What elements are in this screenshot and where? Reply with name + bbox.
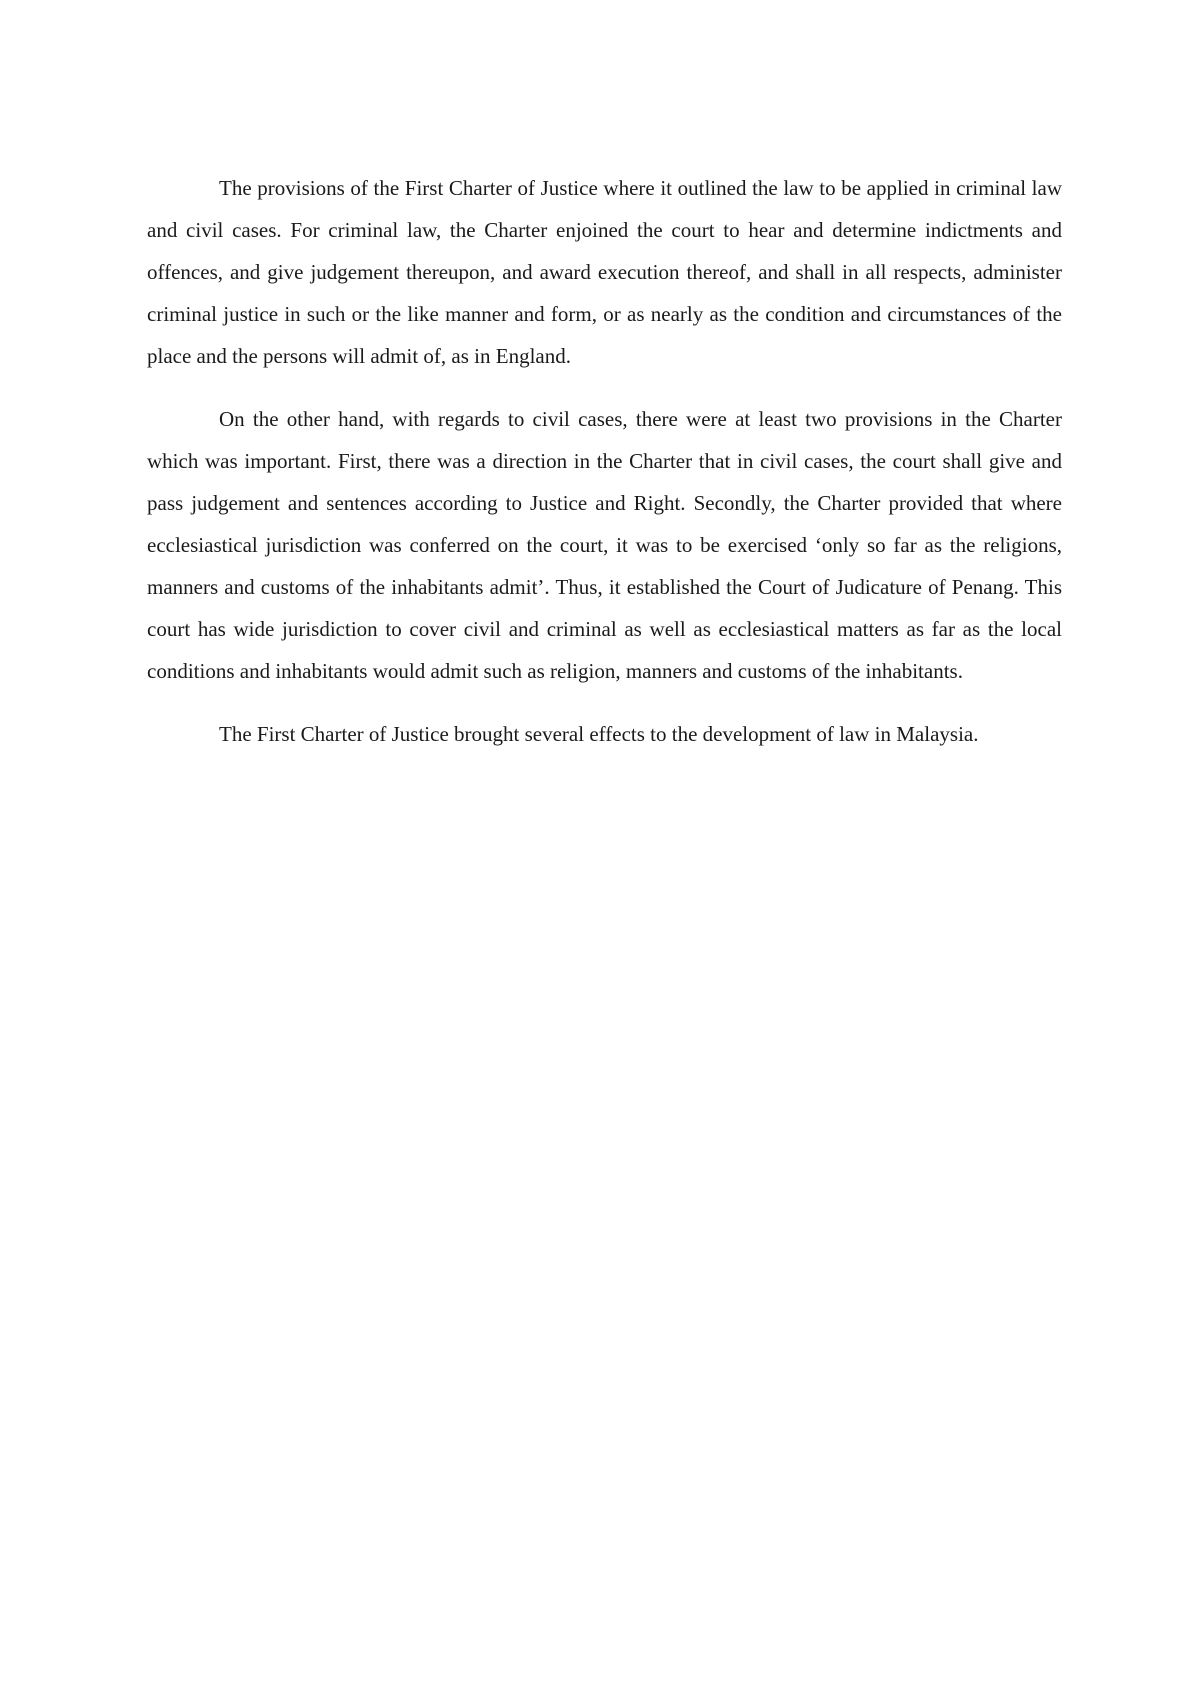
paragraph-effects: The First Charter of Justice brought several effects to the development of law in Malaysia. [219, 722, 979, 746]
paragraph-criminal-law: The provisions of the First Charter of Justice where it outlined the law to be applied in criminal law and civil cases. For criminal law, the Charter enjoined the court to hear and determine indictments and offences, and give judgement thereupon, and award execution thereof, and shall in all respects, administer criminal justice in such or the like manner and form, or as nearly as the condition and circumstances of the place and the persons will admit of, as in England. [147, 176, 1062, 368]
paragraph-civil-cases: On the other hand, with regards to civil cases, there were at least two provisions in the Charter which was important. First, there was a direction in the Charter that in civil cases, the court shall give and pass judgement and sentences according to Justice and Right. Secondly, the Charter provided that where ecclesiastical jurisdiction was conferred on the court, it was to be exercised ‘only so far as the religions, manners and customs of the inhabitants admit’. Thus, it established the Court of Judicature of Penang. This court has wide jurisdiction to cover civil and criminal as well as ecclesiastical matters as far as the local conditions and inhabitants would admit such as religion, manners and customs of the inhabitants. [147, 407, 1062, 683]
